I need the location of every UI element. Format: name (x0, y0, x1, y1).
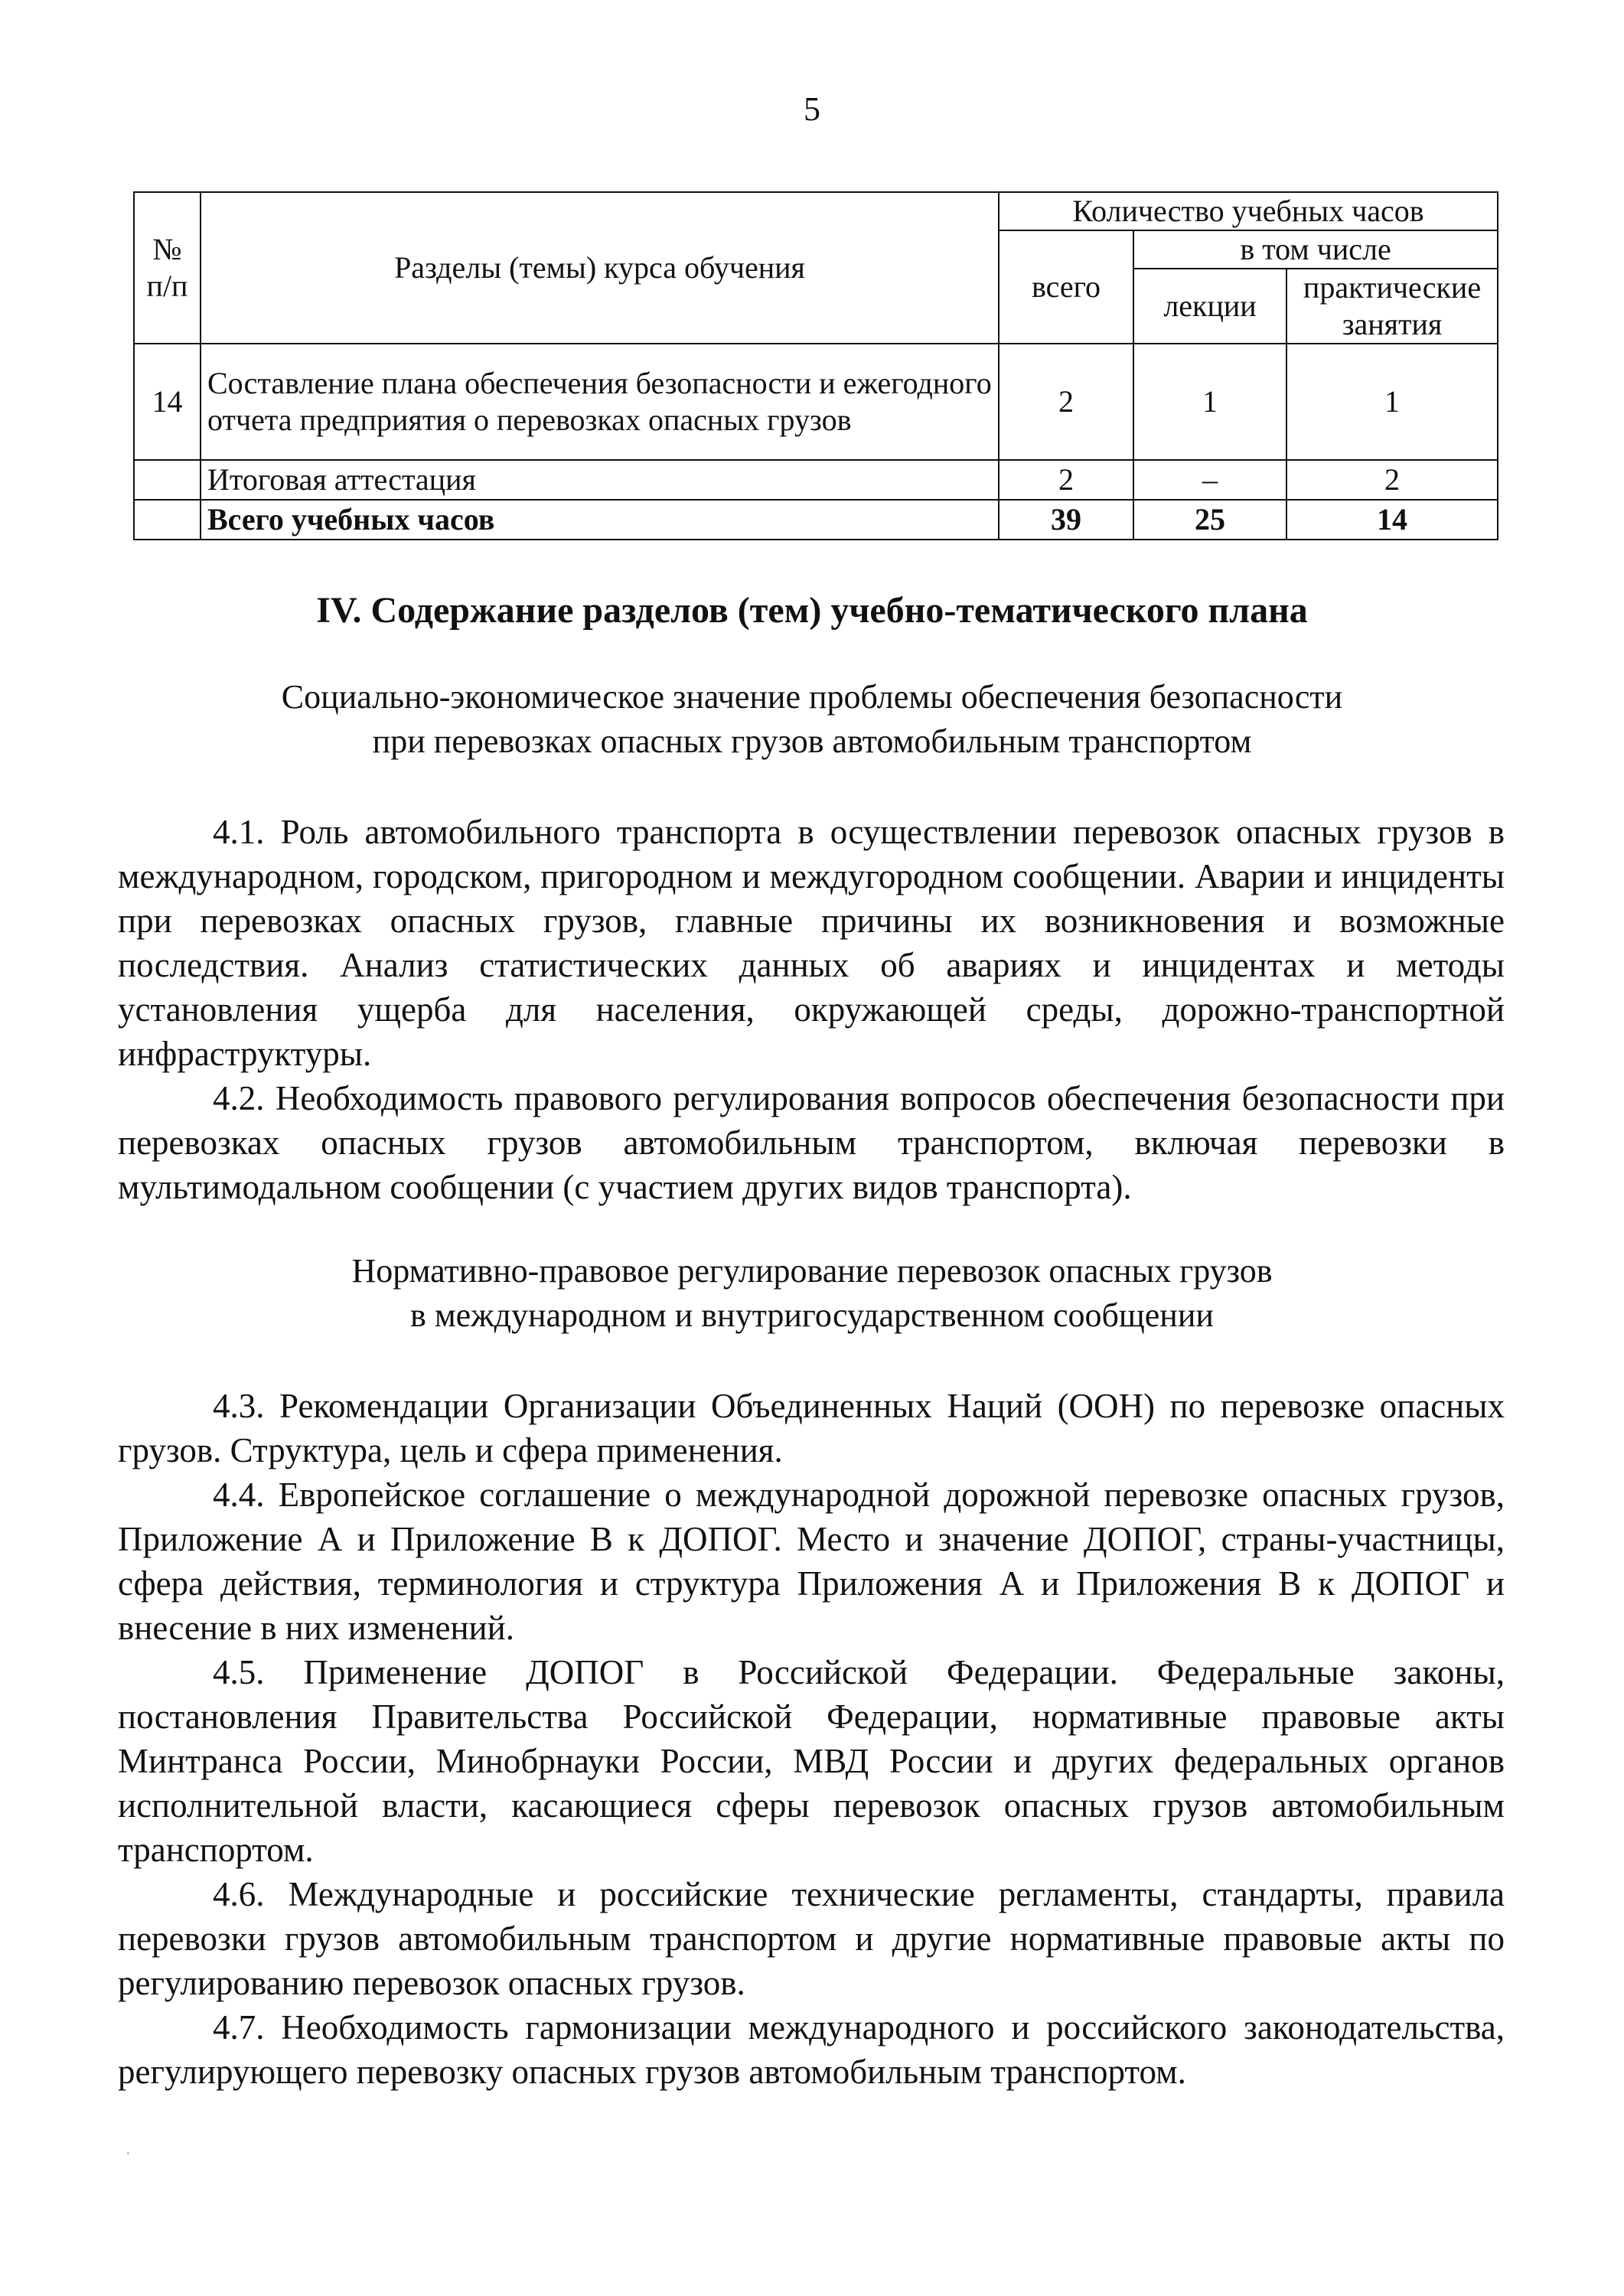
paragraph-4-3: 4.3. Рекомендации Организации Объединенных Наций (ООН) по перевозке опасных грузов. Структура, цель и сфера применения. (118, 1387, 1505, 1469)
row-practical: 2 (1286, 460, 1498, 500)
row-title: Всего учебных часов (201, 500, 999, 540)
row-num (134, 500, 201, 540)
header-num: № п/п (134, 192, 201, 344)
paragraph-4-7: 4.7. Необходимость гармонизации международного и российского законодательства, регулирующего перевозку опасных грузов автомобильным транспортом. (118, 2008, 1505, 2091)
row-practical: 1 (1286, 344, 1498, 460)
header-practical: практические занятия (1286, 269, 1498, 344)
paragraph-4-2: 4.2. Необходимость правового регулирования вопросов обеспечения безопасности при перевозках опасных грузов автомобильным транспортом, включая перевозки в мультимодальном сообщении (с участием других видов транспорта). (118, 1079, 1505, 1206)
curriculum-table (133, 191, 1498, 540)
subheading-line: Социально-экономическое значение проблемы обеспечения безопасности (281, 678, 1343, 716)
row-total: 2 (999, 344, 1133, 460)
paragraph-4-5: 4.5. Применение ДОПОГ в Российской Федерации. Федеральные законы, постановления Правительства Российской Федерации, нормативные правовые акты Минтранса России, Минобрнауки России, МВД России и других федеральных органов исполнительной власти, касающиеся сферы перевозок опасных грузов автомобильным транспортом. (118, 1653, 1505, 1869)
row-title: Итоговая аттестация (201, 460, 999, 500)
paragraph-4-6: 4.6. Международные и российские технические регламенты, стандарты, правила перевозки грузов автомобильным транспортом и другие нормативные правовые акты по регулированию перевозок опасных грузов. (118, 1875, 1505, 2002)
scan-speck (127, 2152, 129, 2154)
page-number: 5 (804, 90, 820, 128)
row-lectures: 25 (1133, 500, 1286, 540)
header-including: в том числе (1133, 230, 1498, 269)
row-practical: 14 (1286, 500, 1498, 540)
header-hours: Количество учебных часов (999, 192, 1498, 230)
section-title: IV. Содержание разделов (тем) учебно-тематического плана (316, 590, 1308, 631)
subheading-line: Нормативно-правовое регулирование перевозок опасных грузов (351, 1252, 1273, 1290)
subheading-social-economic (0, 675, 1624, 764)
row-title: Составление плана обеспечения безопасности и ежегодного отчета предприятия о перевозках опасных грузов (201, 344, 999, 460)
paragraph-group-1 (118, 810, 1505, 1209)
paragraph-4-1: 4.1. Роль автомобильного транспорта в осуществлении перевозок опасных грузов в международном, городском, пригородном и междугородном сообщении. Аварии и инциденты при перевозках опасных грузов, главные причины их возникновения и возможные последствия. Анализ статистических данных об авариях и инцидентах и методы установления ущерба для населения, окружающей среды, дорожно-транспортной инфраструктуры. (118, 813, 1505, 1073)
subheading-line: при перевозках опасных грузов автомобильным транспортом (372, 722, 1252, 760)
row-num: 14 (134, 344, 201, 460)
table-row (134, 460, 1498, 500)
header-lectures: лекции (1133, 269, 1286, 344)
row-lectures: – (1133, 460, 1286, 500)
row-num (134, 460, 201, 500)
row-lectures: 1 (1133, 344, 1286, 460)
table-row-total (134, 500, 1498, 540)
paragraph-group-2 (118, 1384, 1505, 2094)
header-total: всего (999, 230, 1133, 344)
subheading-line: в международном и внутригосударственном сообщении (410, 1296, 1214, 1334)
table-row (134, 344, 1498, 460)
row-total: 2 (999, 460, 1133, 500)
subheading-regulation (0, 1249, 1624, 1338)
header-sections: Разделы (темы) курса обучения (201, 192, 999, 344)
paragraph-4-4: 4.4. Европейское соглашение о международной дорожной перевозке опасных грузов, Приложение А и Приложение В к ДОПОГ. Место и значение ДОПОГ, страны-участницы, сфера действия, терминология и структура Приложения А и Приложения В к ДОПОГ и внесение в них изменений. (118, 1476, 1505, 1647)
row-total: 39 (999, 500, 1133, 540)
